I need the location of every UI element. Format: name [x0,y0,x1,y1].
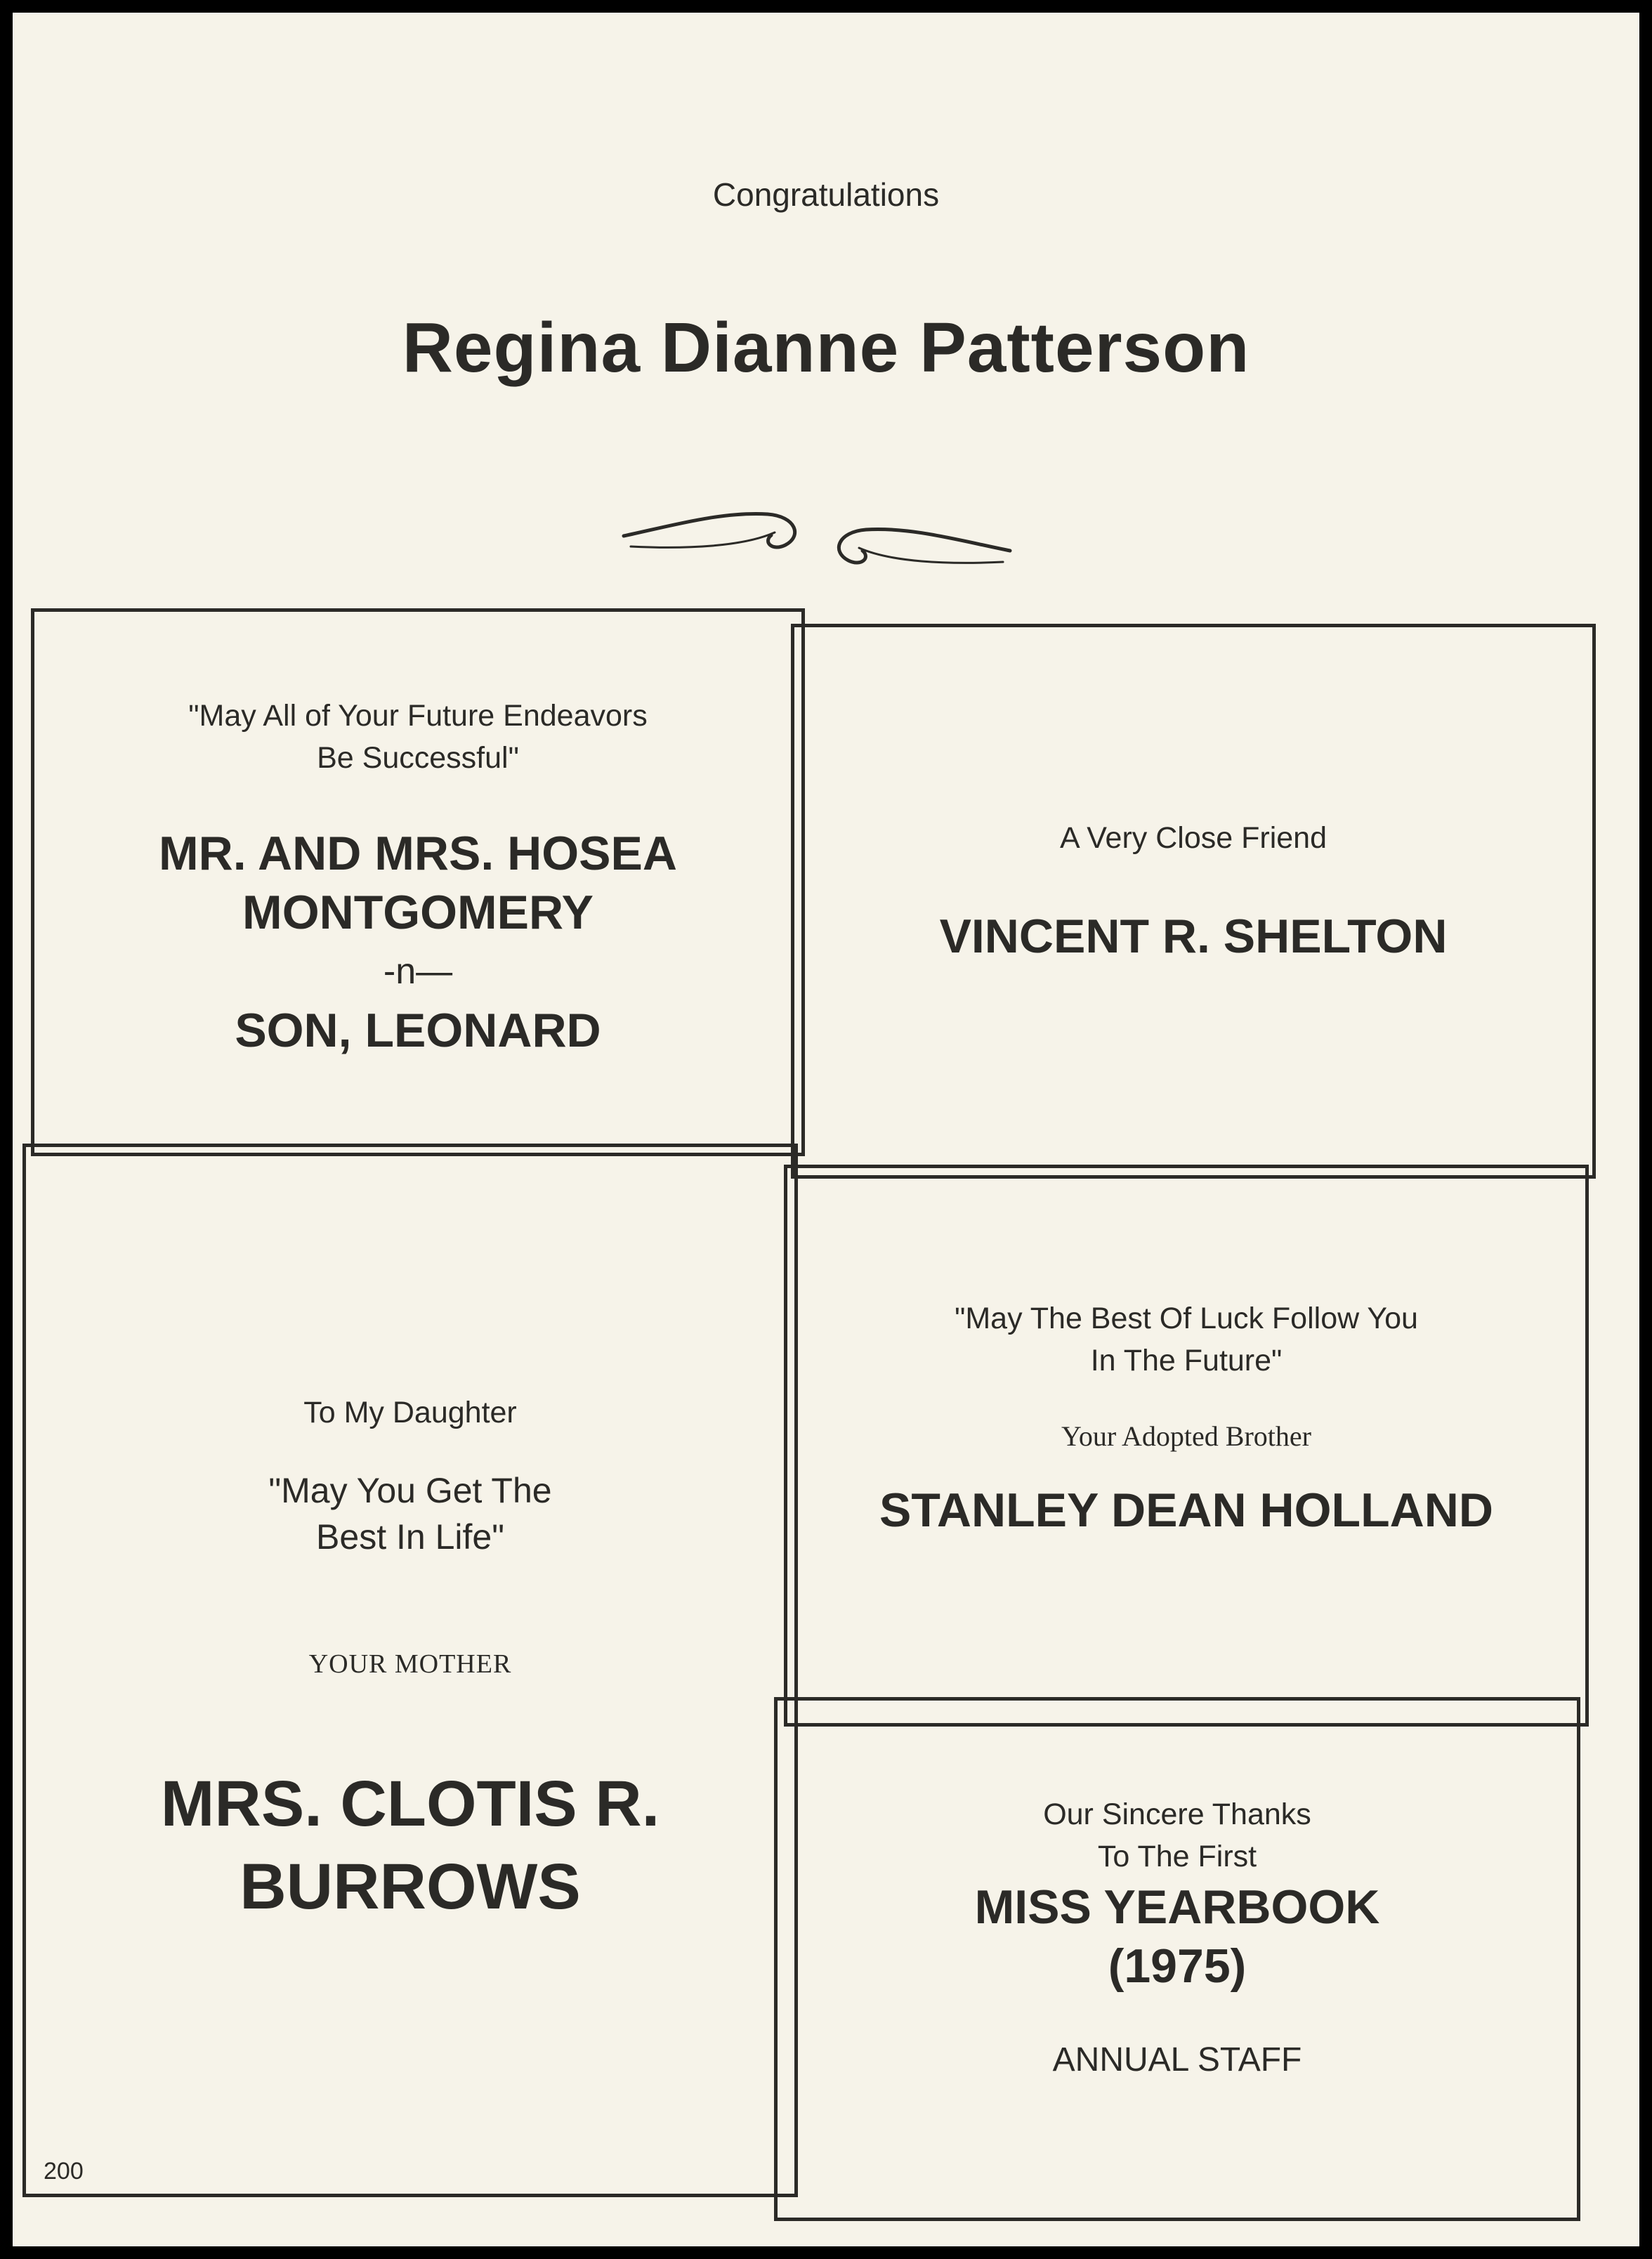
annual-signature: ANNUAL STAFF [1052,2041,1302,2078]
burrows-relation: YOUR MOTHER [308,1649,512,1679]
honoree-name: Regina Dianne Patterson [402,308,1250,387]
annual-title: MISS YEARBOOK [974,1880,1380,1934]
annual-staff-ad-box [774,1697,1580,2221]
montgomery-name-line-3: -n— [383,951,453,992]
annual-year: (1975) [1108,1939,1247,1993]
montgomery-quote-line-1: "May All of Your Future Endeavors [188,699,648,733]
shelton-name: VINCENT R. SHELTON [939,910,1448,963]
holland-quote-line-2: In The Future" [1090,1344,1283,1377]
congratulations-heading: Congratulations [712,176,940,213]
burrows-name-line-1: MRS. CLOTIS R. [160,1768,660,1840]
burrows-quote-line-2: Best In Life" [316,1517,504,1557]
montgomery-ad-box [31,608,805,1156]
yearbook-page [13,13,1639,2246]
holland-quote-line-1: "May The Best Of Luck Follow You [955,1302,1418,1335]
flourish-ornament [617,497,1017,589]
montgomery-name-line-4: SON, LEONARD [235,1004,601,1057]
burrows-quote-line-1: "May You Get The [268,1471,552,1510]
burrows-ad-box [22,1144,798,2197]
montgomery-quote-line-2: Be Successful" [317,741,519,775]
shelton-ad-box [791,624,1596,1179]
holland-name: STANLEY DEAN HOLLAND [879,1484,1493,1537]
burrows-to-line: To My Daughter [303,1396,517,1429]
page-number: 200 [44,2158,84,2185]
montgomery-name-line-1: MR. AND MRS. HOSEA [159,827,677,880]
montgomery-name-line-2: MONTGOMERY [242,886,594,939]
shelton-relation: A Very Close Friend [1059,821,1327,855]
annual-thanks-line-1: Our Sincere Thanks [1043,1798,1311,1831]
holland-ad-box [784,1165,1589,1727]
holland-relation: Your Adopted Brother [1061,1420,1311,1452]
annual-thanks-line-2: To The First [1097,1840,1257,1873]
burrows-name-line-2: BURROWS [240,1851,581,1923]
